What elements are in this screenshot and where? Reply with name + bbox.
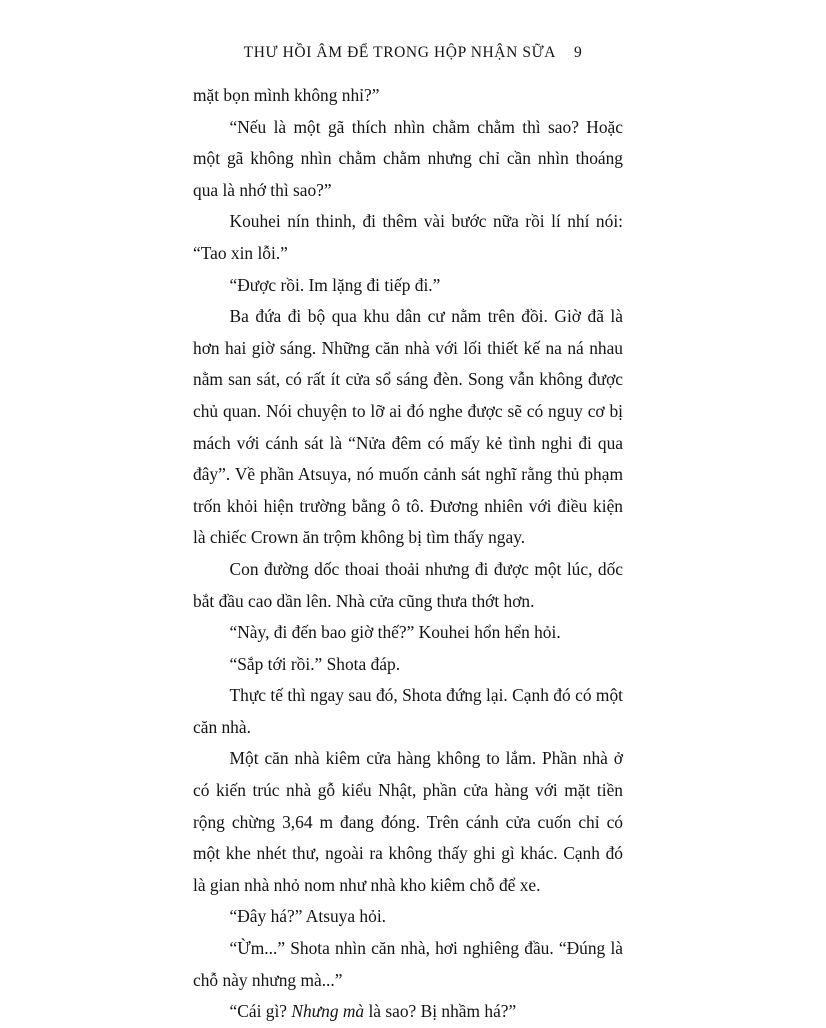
body-paragraph: Một căn nhà kiêm cửa hàng không to lắm. Phần nhà ở có kiến trúc nhà gỗ kiểu Nhật, phần cửa hàng với mặt tiền rộng chừng 3,64 m đang đóng. Trên cánh cửa cuốn chỉ có một khe nhét thư, ngoài ra không thấy ghi gì khác. Cạnh đó là gian nhà nhỏ nom như nhà kho kiêm chỗ để xe. [193, 748, 623, 895]
page-number: 9 [574, 44, 583, 61]
body-paragraph: mặt bọn mình không nhỉ?” [193, 85, 380, 105]
running-header [0, 44, 826, 62]
body-paragraph: “Này, đi đến bao giờ thế?” Kouhei hổn hển hỏi. [229, 622, 561, 643]
body-paragraph: Kouhei nín thinh, đi thêm vài bước nữa rồi lí nhí nói: “Tao xin lỗi.” [193, 211, 623, 263]
body-paragraph: “Nếu là một gã thích nhìn chằm chằm thì sao? Hoặc một gã không nhìn chằm chằm nhưng chỉ cần nhìn thoáng qua là nhớ thì sao?” [193, 116, 623, 200]
body-paragraph: “Sắp tới rồi.” Shota đáp. [229, 653, 401, 674]
body-paragraph: “Đây há?” Atsuya hỏi. [229, 906, 386, 927]
body-paragraph: “Ừm...” Shota nhìn căn nhà, hơi nghiêng đầu. “Đúng là chỗ này nhưng mà...” [193, 938, 623, 990]
body-paragraph: Con đường dốc thoai thoải nhưng đi được một lúc, dốc bắt đầu cao dần lên. Nhà cửa cũng thưa thớt hơn. [193, 558, 623, 611]
italic-phrase: Nhưng mà [291, 1001, 365, 1022]
body-paragraph: Thực tế thì ngay sau đó, Shota đứng lại. Cạnh đó có một căn nhà. [193, 685, 623, 737]
page-body-text [193, 80, 623, 1028]
body-paragraph: “Cái gì? Nhưng mà là sao? Bị nhầm há?” [229, 1001, 517, 1022]
body-paragraph: “Được rồi. Im lặng đi tiếp đi.” [229, 274, 441, 295]
body-paragraph: Ba đứa đi bộ qua khu dân cư nằm trên đồi. Giờ đã là hơn hai giờ sáng. Những căn nhà với lối thiết kế na ná nhau nằm san sát, có rất ít cửa sổ sáng đèn. Song vẫn không được chủ quan. Nói chuyện to lỡ ai đó nghe được sẽ có nguy cơ bị mách với cánh sát là “Nửa đêm có mấy kẻ tình nghi đi qua đây”. Về phần Atsuya, nó muốn cảnh sát nghĩ rằng thủ phạm trốn khỏi hiện trường bằng ô tô. Đương nhiên với điều kiện là chiếc Crown ăn trộm không bị tìm thấy ngay. [193, 306, 623, 548]
running-header-title: THƯ HỒI ÂM ĐỂ TRONG HỘP NHẬN SỮA [243, 44, 556, 61]
